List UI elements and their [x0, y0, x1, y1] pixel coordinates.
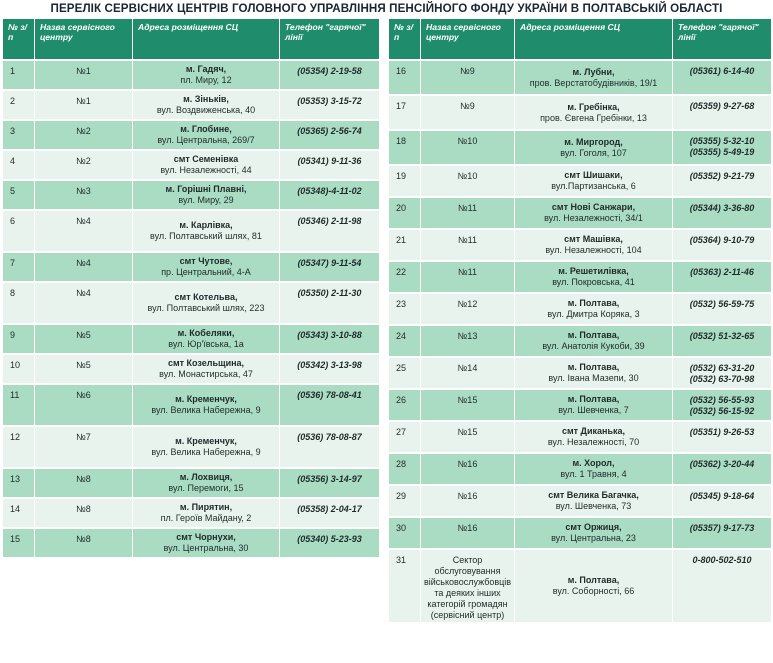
table-row — [3, 91, 380, 121]
row-number: 4 — [3, 151, 35, 181]
hotline-phone[interactable]: (05355) 5-49-19 — [689, 147, 755, 157]
service-center-name: №15 — [421, 422, 515, 454]
phone-cell — [673, 131, 772, 166]
address-cell — [133, 355, 280, 385]
city-name: м. Лохвиця, — [179, 472, 233, 482]
street-address: вул. Перемоги, 15 — [168, 483, 244, 493]
service-center-name: №11 — [421, 230, 515, 262]
phone-cell — [673, 358, 772, 390]
address-cell — [515, 230, 673, 262]
row-number: 3 — [3, 121, 35, 151]
row-number: 24 — [389, 326, 421, 358]
phone-cell — [673, 518, 772, 550]
address-cell — [133, 253, 280, 283]
phone-cell — [280, 325, 380, 355]
phone-cell — [673, 262, 772, 294]
row-number: 6 — [3, 211, 35, 253]
hotline-phone[interactable]: (05365) 2-56-74 — [297, 126, 362, 136]
address-cell — [515, 358, 673, 390]
city-name: м. Кременчук, — [175, 394, 237, 404]
city-name: смт Машівка, — [564, 234, 623, 244]
service-center-name: Сектор обслуговування військовослужбовців та деяких інших категорій громадян (сервісний центр) — [421, 550, 515, 624]
service-centers-table-right — [389, 19, 772, 624]
city-name: смт Диканька, — [561, 426, 625, 436]
city-name: смт Козельщина, — [167, 358, 245, 368]
phone-cell — [673, 326, 772, 358]
street-address: вул. Воздвиженська, 40 — [156, 105, 256, 115]
phone-cell — [673, 166, 772, 198]
city-name: смт Чутове, — [179, 256, 233, 266]
street-address: вул. Івана Мазепи, 30 — [548, 373, 639, 383]
table-row — [389, 198, 772, 230]
street-address: вул. Анатолія Кукоби, 39 — [542, 341, 645, 351]
row-number: 28 — [389, 454, 421, 486]
hotline-phone[interactable]: (0532) 56-55-93 — [689, 395, 755, 405]
address-cell — [515, 96, 673, 131]
city-name: м. Карлівка, — [179, 220, 233, 230]
phone-cell — [673, 198, 772, 230]
row-number: 25 — [389, 358, 421, 390]
phone-cell — [280, 427, 380, 469]
hotline-phone[interactable]: (05346) 2-11-98 — [297, 216, 362, 226]
hotline-phone[interactable]: (0532) 63-70-98 — [689, 374, 755, 384]
row-number: 17 — [389, 96, 421, 131]
service-center-name: №13 — [421, 326, 515, 358]
hotline-phone[interactable]: (05355) 5-32-10 — [689, 136, 755, 146]
hotline-phone[interactable]: (05353) 3-15-72 — [297, 96, 362, 106]
address-cell — [515, 454, 673, 486]
header-phone: Телефон "гарячої" лінії — [673, 19, 772, 61]
table-row — [389, 294, 772, 326]
address-cell — [515, 61, 673, 96]
row-number: 30 — [389, 518, 421, 550]
row-number: 1 — [3, 61, 35, 91]
address-cell — [515, 166, 673, 198]
row-number: 13 — [3, 469, 35, 499]
phone-cell — [673, 454, 772, 486]
table-row — [389, 326, 772, 358]
row-number: 19 — [389, 166, 421, 198]
city-name: м. Кобеляки, — [177, 328, 235, 338]
city-name: смт Велика Багачка, — [548, 490, 639, 500]
header-num: № з/п — [389, 19, 421, 61]
hotline-phone[interactable]: (05347) 9-11-54 — [297, 258, 362, 268]
row-number: 22 — [389, 262, 421, 294]
address-cell — [133, 121, 280, 151]
address-cell — [515, 326, 673, 358]
address-cell — [515, 486, 673, 518]
service-center-name: №11 — [421, 198, 515, 230]
row-number: 5 — [3, 181, 35, 211]
city-name: м. Гребінка, — [567, 101, 620, 112]
table-row — [389, 358, 772, 390]
service-center-name: №1 — [35, 61, 133, 91]
phone-cell — [280, 61, 380, 91]
hotline-phone[interactable]: (05344) 3-36-80 — [689, 203, 755, 213]
address-cell — [515, 131, 673, 166]
city-name: смт Чорнухи, — [176, 532, 236, 542]
table-row — [389, 486, 772, 518]
address-cell — [133, 427, 280, 469]
hotline-phone[interactable]: 0-800-502-510 — [692, 555, 752, 565]
row-number: 27 — [389, 422, 421, 454]
table-row — [3, 283, 380, 325]
table-row — [3, 427, 380, 469]
city-name: м. Полтава, — [567, 394, 620, 404]
hotline-phone[interactable]: (05350) 2-11-30 — [297, 288, 362, 298]
service-center-name: №8 — [35, 529, 133, 559]
table-row — [3, 61, 380, 91]
street-address: вул. Гоголя, 107 — [560, 147, 627, 158]
table-row — [3, 253, 380, 283]
table-row — [389, 96, 772, 131]
service-center-name: №8 — [35, 469, 133, 499]
city-name: м. Лубни, — [572, 66, 615, 77]
row-number: 11 — [3, 385, 35, 427]
city-name: м. Решетилівка, — [558, 266, 629, 276]
address-cell — [515, 198, 673, 230]
city-name: смт Оржиця, — [565, 522, 622, 532]
table-row — [3, 529, 380, 559]
city-name: смт Нові Санжари, — [551, 202, 636, 212]
service-center-name: №4 — [35, 211, 133, 253]
service-center-name: №16 — [421, 486, 515, 518]
city-name: м. Полтава, — [567, 298, 620, 308]
hotline-phone[interactable]: (05361) 6-14-40 — [689, 66, 755, 76]
street-address: вул. Центральна, 23 — [551, 533, 636, 543]
table-row — [3, 499, 380, 529]
service-center-name: №8 — [35, 499, 133, 529]
city-name: смт Котельва, — [174, 292, 238, 302]
street-address: вул. Юр'ївська, 1а — [168, 339, 244, 349]
table-row — [3, 211, 380, 253]
page-title: ПЕРЕЛІК СЕРВІСНИХ ЦЕНТРІВ ГОЛОВНОГО УПРАВЛІННЯ ПЕНСІЙНОГО ФОНДУ УКРАЇНИ В ПОЛТАВСЬКІЙ ОБЛАСТІ — [50, 2, 723, 15]
address-cell — [133, 61, 280, 91]
city-name: м. Кременчук, — [175, 436, 237, 446]
table-row — [389, 454, 772, 486]
service-center-name: №14 — [421, 358, 515, 390]
street-address: вул. Незалежності, 104 — [545, 245, 642, 255]
phone-cell — [673, 294, 772, 326]
phone-cell — [280, 91, 380, 121]
city-name: м. Горішні Плавні, — [165, 184, 247, 194]
row-number: 7 — [3, 253, 35, 283]
row-number: 12 — [3, 427, 35, 469]
service-center-name: №7 — [35, 427, 133, 469]
service-center-name: №11 — [421, 262, 515, 294]
service-centers-table-left — [3, 19, 380, 559]
address-cell — [133, 529, 280, 559]
hotline-phone[interactable]: (05348)-4-11-02 — [297, 186, 362, 196]
street-address: вул. Миру, 29 — [178, 195, 234, 205]
city-name: м. Пирятин, — [179, 502, 233, 512]
service-center-name: №5 — [35, 325, 133, 355]
service-center-name: №10 — [421, 166, 515, 198]
hotline-phone[interactable]: (05342) 3-13-98 — [297, 360, 362, 370]
city-name: м. Гадяч, — [185, 64, 227, 74]
phone-cell — [280, 499, 380, 529]
address-cell — [133, 469, 280, 499]
address-cell — [133, 283, 280, 325]
hotline-phone[interactable]: (05351) 9-26-53 — [689, 427, 755, 437]
street-address: вул. Соборності, 66 — [552, 586, 635, 596]
street-address: вул. Незалежності, 70 — [547, 437, 640, 447]
table-row — [3, 181, 380, 211]
header-phone: Телефон "гарячої" лінії — [280, 19, 380, 61]
hotline-phone[interactable]: (05362) 3-20-44 — [689, 459, 755, 469]
street-address: вул. Велика Набережна, 9 — [151, 405, 261, 415]
phone-cell — [280, 469, 380, 499]
hotline-phone[interactable]: (0536) 78-08-41 — [297, 390, 362, 400]
address-cell — [133, 325, 280, 355]
header-center: Назва сервісного центру — [35, 19, 133, 61]
phone-cell — [673, 96, 772, 131]
street-address: пл. Героїв Майдану, 2 — [160, 513, 252, 523]
hotline-phone[interactable]: (05356) 3-14-97 — [297, 474, 362, 484]
street-address: вул. Велика Набережна, 9 — [151, 447, 261, 457]
service-center-name: №9 — [421, 96, 515, 131]
street-address: вул. Центральна, 30 — [163, 543, 249, 553]
phone-cell — [280, 385, 380, 427]
street-address: вул. Незалежності, 34/1 — [544, 213, 643, 223]
header-center: Назва сервісного центру — [421, 19, 515, 61]
hotline-phone[interactable]: (05352) 9-21-79 — [689, 171, 755, 181]
hotline-phone[interactable]: (05341) 9-11-36 — [297, 156, 362, 166]
city-name: м. Полтава, — [567, 362, 620, 372]
street-address: вул. Шевченка, 73 — [555, 501, 632, 511]
row-number: 20 — [389, 198, 421, 230]
table-row — [389, 518, 772, 550]
street-address: вул. Шевченка, 7 — [558, 405, 629, 415]
row-number: 18 — [389, 131, 421, 166]
service-center-name: №12 — [421, 294, 515, 326]
hotline-phone[interactable]: (0532) 51-32-65 — [689, 331, 755, 341]
phone-cell — [673, 486, 772, 518]
address-cell — [133, 151, 280, 181]
address-cell — [133, 91, 280, 121]
phone-cell — [280, 283, 380, 325]
address-cell — [515, 550, 673, 624]
table-row — [389, 230, 772, 262]
hotline-phone[interactable]: (05359) 9-27-68 — [689, 101, 755, 111]
row-number: 21 — [389, 230, 421, 262]
row-number: 31 — [389, 550, 421, 624]
table-row — [3, 469, 380, 499]
hotline-phone[interactable]: (05358) 2-04-17 — [297, 504, 362, 514]
address-cell — [133, 499, 280, 529]
street-address: вул. Дмитра Коряка, 3 — [547, 309, 640, 319]
address-cell — [515, 518, 673, 550]
service-center-name: №16 — [421, 518, 515, 550]
table-row — [3, 151, 380, 181]
table-row — [3, 385, 380, 427]
phone-cell — [673, 230, 772, 262]
row-number: 14 — [3, 499, 35, 529]
address-cell — [515, 390, 673, 422]
city-name: м. Зіньків, — [183, 94, 229, 104]
street-address: вул. Монастирська, 47 — [159, 369, 253, 379]
street-address: вул. 1 Травня, 4 — [560, 469, 627, 479]
city-name: м. Хорол, — [572, 458, 615, 468]
row-number: 23 — [389, 294, 421, 326]
service-center-name: №2 — [35, 121, 133, 151]
address-cell — [515, 262, 673, 294]
phone-cell — [673, 61, 772, 96]
address-cell — [133, 181, 280, 211]
address-cell — [515, 422, 673, 454]
hotline-phone[interactable]: (05343) 3-10-88 — [297, 330, 362, 340]
row-number: 26 — [389, 390, 421, 422]
hotline-phone[interactable]: (05364) 9-10-79 — [689, 235, 755, 245]
hotline-phone[interactable]: (0536) 78-08-87 — [297, 432, 362, 442]
hotline-phone[interactable]: (05340) 5-23-93 — [297, 534, 362, 544]
street-address: пл. Миру, 12 — [180, 75, 232, 85]
phone-cell — [673, 422, 772, 454]
service-center-name: №15 — [421, 390, 515, 422]
city-name: м. Глобине, — [180, 124, 232, 134]
phone-cell — [280, 253, 380, 283]
street-address: пров. Євгена Гребінки, 13 — [540, 112, 647, 123]
street-address: пров. Верстатобудівників, 19/1 — [529, 77, 658, 88]
service-center-name: №4 — [35, 253, 133, 283]
address-cell — [133, 385, 280, 427]
phone-cell — [673, 550, 772, 624]
table-row — [389, 61, 772, 96]
phone-cell — [280, 181, 380, 211]
phone-cell — [280, 529, 380, 559]
service-center-name: №4 — [35, 283, 133, 325]
service-center-name: №3 — [35, 181, 133, 211]
city-name: м. Миргород, — [564, 136, 623, 147]
table-row — [3, 355, 380, 385]
service-center-name: №1 — [35, 91, 133, 121]
street-address: вул.Партизанська, 6 — [551, 181, 636, 191]
street-address: вул. Центральна, 269/7 — [157, 135, 255, 145]
service-center-name: №16 — [421, 454, 515, 486]
row-number: 29 — [389, 486, 421, 518]
hotline-phone[interactable]: (0532) 56-59-75 — [689, 299, 755, 309]
phone-cell — [280, 355, 380, 385]
table-row — [389, 262, 772, 294]
table-row — [389, 131, 772, 166]
row-number: 16 — [389, 61, 421, 96]
phone-cell — [673, 390, 772, 422]
table-row — [3, 325, 380, 355]
city-name: смт Семенівка — [173, 154, 239, 164]
city-name: м. Полтава, — [567, 575, 620, 585]
street-address: пр. Центральний, 4-А — [161, 267, 251, 277]
phone-cell — [280, 121, 380, 151]
service-center-name: №6 — [35, 385, 133, 427]
street-address: вул. Покровська, 41 — [552, 277, 635, 287]
service-center-name: №10 — [421, 131, 515, 166]
street-address: вул. Незалежності, 44 — [160, 165, 252, 175]
service-center-name: №5 — [35, 355, 133, 385]
row-number: 2 — [3, 91, 35, 121]
table-row — [389, 390, 772, 422]
row-number: 15 — [3, 529, 35, 559]
row-number: 8 — [3, 283, 35, 325]
table-row — [389, 550, 772, 624]
header-address: Адреса розміщення СЦ — [515, 19, 673, 61]
table-row — [3, 121, 380, 151]
table-row — [389, 422, 772, 454]
city-name: м. Полтава, — [567, 330, 620, 340]
phone-cell — [280, 151, 380, 181]
hotline-phone[interactable]: (0532) 63-31-20 — [689, 363, 755, 373]
address-cell — [133, 211, 280, 253]
row-number: 9 — [3, 325, 35, 355]
address-cell — [515, 294, 673, 326]
hotline-phone[interactable]: (05354) 2-19-58 — [297, 66, 362, 76]
hotline-phone[interactable]: (05363) 2-11-46 — [690, 267, 754, 277]
hotline-phone[interactable]: (0532) 56-15-92 — [689, 406, 755, 416]
service-center-name: №9 — [421, 61, 515, 96]
hotline-phone[interactable]: (05357) 9-17-73 — [689, 523, 755, 533]
table-row — [389, 166, 772, 198]
service-center-name: №2 — [35, 151, 133, 181]
city-name: смт Шишаки, — [564, 170, 623, 180]
street-address: вул. Полтавський шлях, 81 — [150, 231, 262, 241]
street-address: вул. Полтавський шлях, 223 — [147, 303, 265, 313]
row-number: 10 — [3, 355, 35, 385]
hotline-phone[interactable]: (05345) 9-18-64 — [689, 491, 755, 501]
phone-cell — [280, 211, 380, 253]
header-address: Адреса розміщення СЦ — [133, 19, 280, 61]
header-num: № з/п — [3, 19, 35, 61]
